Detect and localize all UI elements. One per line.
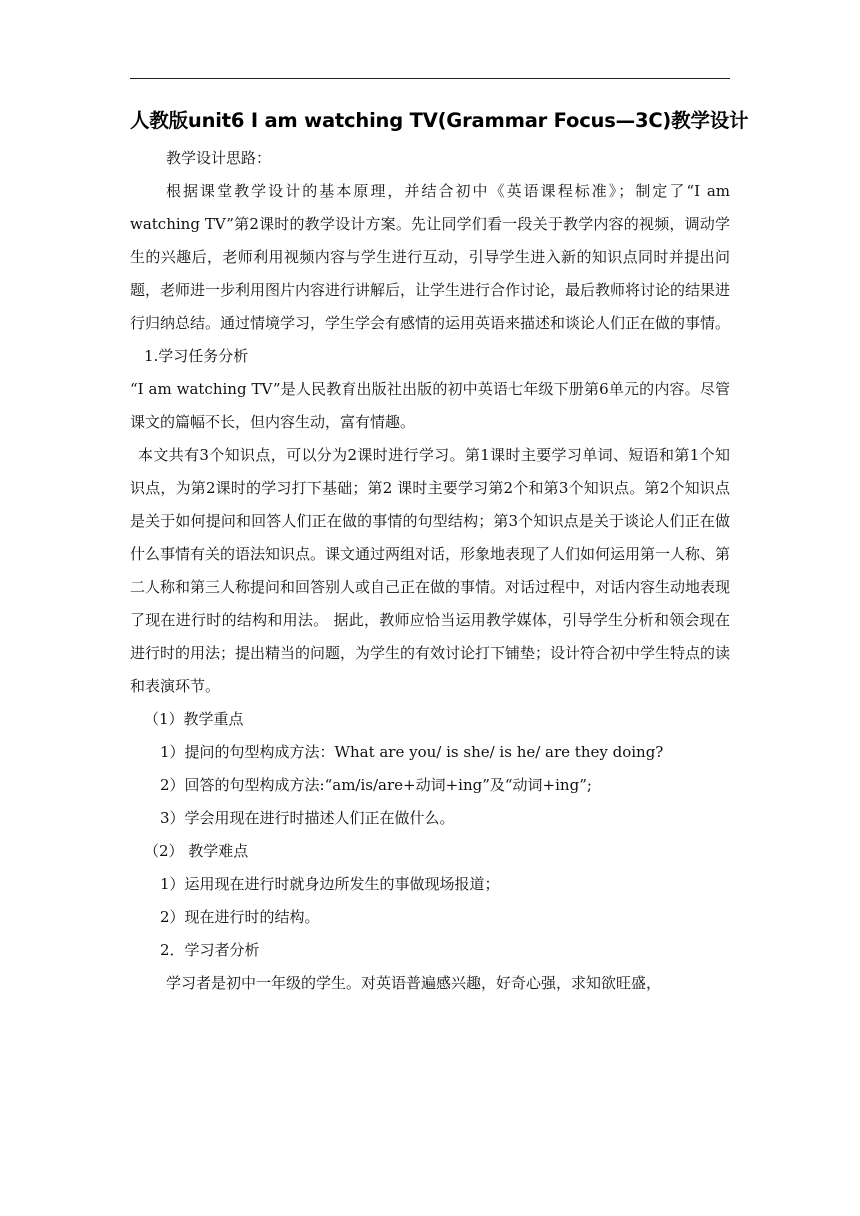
task-analysis-heading: 1.学习任务分析 [144, 347, 249, 365]
key-point-item: 1）提问的句型构成方法：What are you/ is she/ is he/ are they doing? [160, 743, 664, 761]
key-point-item: 2）回答的句型构成方法:“am/is/are+动词+ing”及“动词+ing”; [160, 776, 592, 794]
design-idea-paragraph: 根据课堂教学设计的基本原理，并结合初中《英语课程标准》；制定了“I am watching TV”第2课时的教学设计方案。先让同学们看一段关于教学内容的视频，调动学生的兴趣后，老师利用视频内容与学生进行互动，引导学生进入新的知识点同时并提出问题，老师进一步利用图片内容进行讲解后，让学生进行合作讨论，最后教师将讨论的结果进行归纳总结。通过情境学习，学生学会有感情的运用英语来描述和谈论人们正在做的事情。 [130, 182, 731, 332]
learner-analysis-heading: 2．学习者分析 [160, 941, 260, 959]
difficulty-item: 1）运用现在进行时就身边所发生的事做现场报道； [160, 875, 500, 893]
header-rule [130, 78, 730, 79]
key-point-item: 3）学会用现在进行时描述人们正在做什么。 [160, 809, 455, 827]
design-idea-heading: 教学设计思路： [166, 149, 272, 167]
document-title: 人教版unit6 I am watching TV(Grammar Focus—3C)教学设计 [130, 109, 749, 132]
difficulty-item: 2）现在进行时的结构。 [160, 908, 320, 926]
difficulties-heading: （2） 教学难点 [144, 842, 249, 860]
task-analysis-paragraph-1: “I am watching TV”是人民教育出版社出版的初中英语七年级下册第6单元的内容。尽管课文的篇幅不长，但内容生动，富有情趣。 [130, 380, 730, 431]
task-analysis-paragraph-2: 本文共有3个知识点，可以分为2课时进行学习。第1课时主要学习单词、短语和第1个知识点，为第2课时的学习打下基础；第2 课时主要学习第2个和第3个知识点。第2个知识点是关于如何提问和回答人们正在做的事情的句型结构；第3个知识点是关于谈论人们正在做什么事情有关的语法知识点。课文通过两组对话，形象地表现了人们如何运用第一人称、第二人称和第三人称提问和回答别人或自己正在做的事情。对话过程中，对话内容生动地表现了现在进行时的结构和用法。 据此，教师应恰当运用教学媒体，引导学生分析和领会现在进行时的用法；提出精当的问题，为学生的有效讨论打下铺垫；设计符合初中学生特点的读和表演环节。 [130, 446, 731, 695]
learner-analysis-paragraph: 学习者是初中一年级的学生。对英语普遍感兴趣，好奇心强，求知欲旺盛， [166, 974, 662, 992]
key-points-heading: （1）教学重点 [144, 710, 244, 728]
document-body [130, 106, 749, 1000]
